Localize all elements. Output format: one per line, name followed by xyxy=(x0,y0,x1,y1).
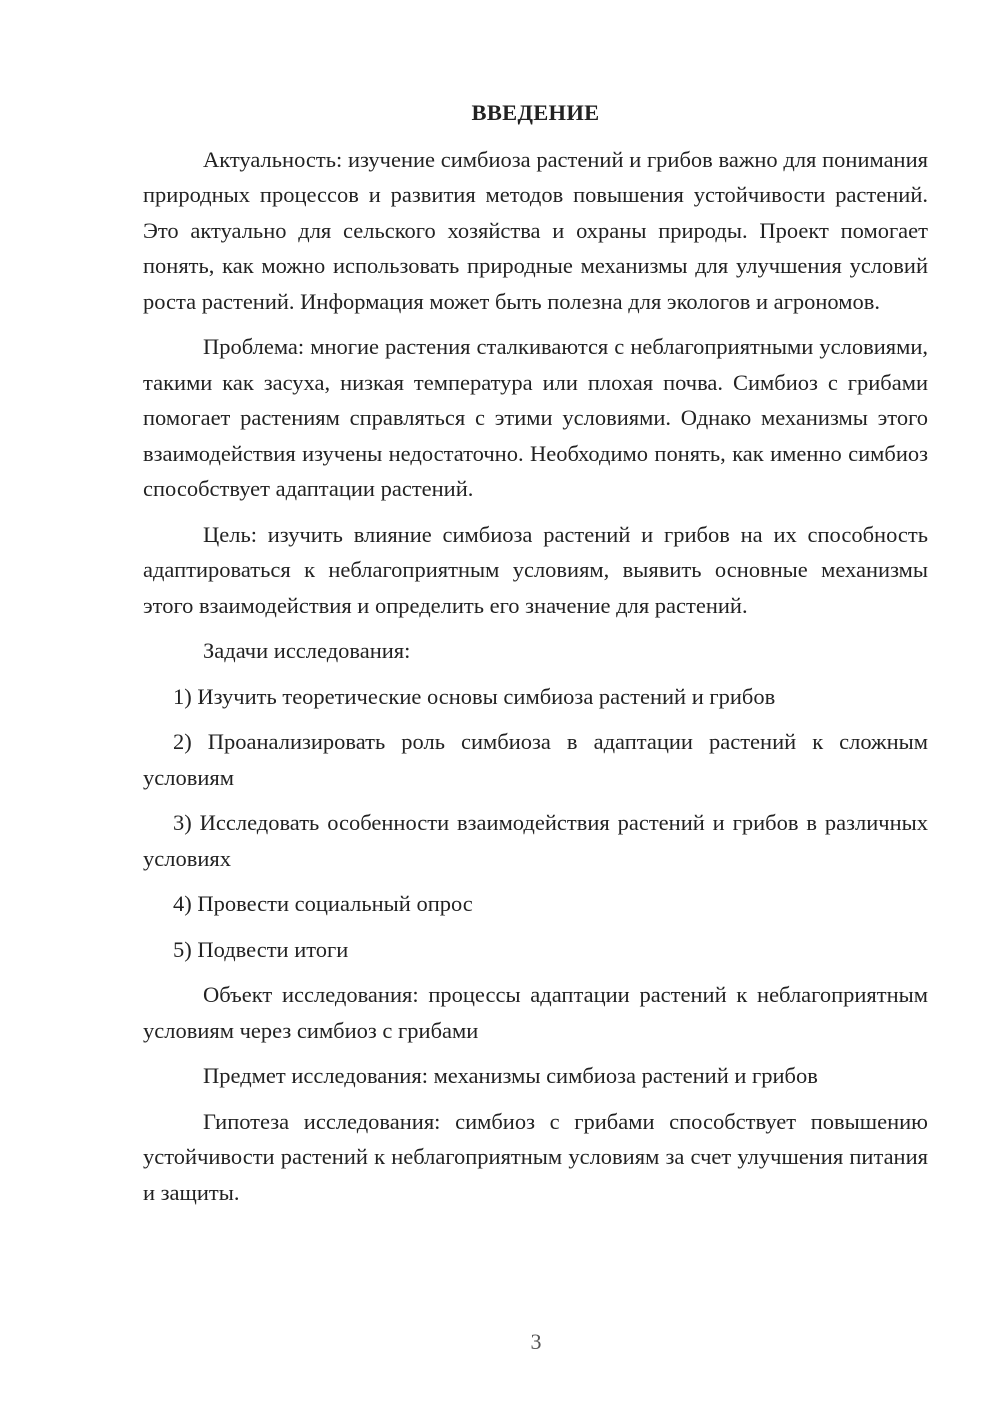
page-number: 3 xyxy=(530,1329,542,1354)
document-body xyxy=(143,95,928,1220)
task-item: 1) Изучить теоретические основы симбиоза растений и грибов xyxy=(173,683,776,709)
object-paragraph: Объект исследования: процессы адаптации растений к неблагоприятным условиям через симбиоз с грибами xyxy=(143,982,928,1043)
task-item: 3) Исследовать особенности взаимодействия растений и грибов в различных условиях xyxy=(143,810,928,871)
task-item: 2) Проанализировать роль симбиоза в адаптации растений к сложным условиям xyxy=(143,729,928,790)
goal-paragraph: Цель: изучить влияние симбиоза растений и грибов на их способность адаптироваться к неблагоприятным условиям, выявить основные механизмы этого взаимодействия и определить его значение для растений. xyxy=(143,521,928,618)
page-title: ВВЕДЕНИЕ xyxy=(471,100,600,125)
hypothesis-paragraph: Гипотеза исследования: симбиоз с грибами способствует повышению устойчивости растений к неблагоприятным условиям за счет улучшения питания и защиты. xyxy=(143,1108,928,1205)
task-item: 4) Провести социальный опрос xyxy=(173,891,473,916)
subject-paragraph: Предмет исследования: механизмы симбиоза растений и грибов xyxy=(203,1063,818,1088)
task-item: 5) Подвести итоги xyxy=(173,936,349,962)
problem-paragraph: Проблема: многие растения сталкиваются с неблагоприятными условиями, такими как засуха, низкая температура или плохая почва. Симбиоз с грибами помогает растениям справляться с этими условиями. Однако механизмы этого взаимодействия изучены недостаточно. Необходимо понять, как именно симбиоз способствует адаптации растений. xyxy=(143,334,928,501)
tasks-heading: Задачи исследования: xyxy=(203,638,411,663)
relevance-paragraph: Актуальность: изучение симбиоза растений и грибов важно для понимания природных процессов и развития методов повышения устойчивости растений. Это актуально для сельского хозяйства и охраны природы. Проект помогает понять, как можно использовать природные механизмы для улучшения условий роста растений. Информация может быть полезна для экологов и агрономов. xyxy=(143,146,928,314)
